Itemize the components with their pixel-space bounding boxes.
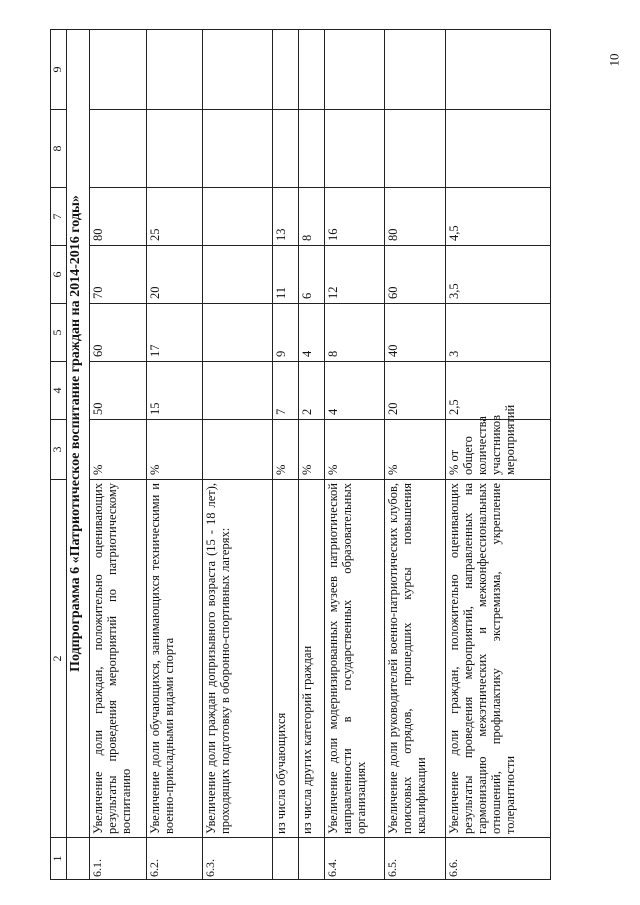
value-col7: 80 (385, 188, 446, 246)
value-col6: 3,5 (446, 246, 551, 304)
value-col4 (203, 362, 273, 420)
unit-cell: % (385, 420, 446, 480)
indicator-text: Увеличение доли граждан допризывного возраста (15 - 18 лет), проходящих подготовку в оборонно-спортивных лагерях: (203, 480, 273, 838)
value-col7: 4,5 (446, 188, 551, 246)
value-col6: 20 (147, 246, 203, 304)
value-col8 (299, 110, 325, 188)
row-number: 6.3. (203, 838, 273, 880)
col-header-1: 1 (51, 838, 67, 880)
col-header-5: 5 (51, 304, 67, 362)
indicator-text: из числа других категорий граждан (299, 480, 325, 838)
table-row (325, 30, 385, 880)
value-col8 (147, 110, 203, 188)
value-col9 (299, 30, 325, 110)
value-col9 (203, 30, 273, 110)
value-col6: 11 (273, 246, 299, 304)
value-col5: 9 (273, 304, 299, 362)
value-col9 (446, 30, 551, 110)
table-row (147, 30, 203, 880)
value-col7 (203, 188, 273, 246)
table-row (446, 30, 551, 880)
table-row (385, 30, 446, 880)
value-col8 (90, 110, 147, 188)
value-col5: 40 (385, 304, 446, 362)
table-row (90, 30, 147, 880)
value-col9 (385, 30, 446, 110)
value-col4: 50 (90, 362, 147, 420)
value-col8 (273, 110, 299, 188)
value-col9 (147, 30, 203, 110)
value-col6: 70 (90, 246, 147, 304)
indicator-text: Увеличение доли руководителей военно-патриотических клубов, поисковых отрядов, прошедших курсы повышения квалификации (385, 480, 446, 838)
row-number: 6.2. (147, 838, 203, 880)
unit-cell: % от общего количества участников мероприятий (446, 420, 551, 480)
value-col4: 15 (147, 362, 203, 420)
row-number: 6.4. (325, 838, 385, 880)
indicator-text: Увеличение доли обучающихся, занимающихся техническими и военно-прикладными видами спорта (147, 480, 203, 838)
subprogram-title-row (67, 30, 90, 880)
indicator-text: Увеличение доли модернизированных музеев патриотической направленности в государственных образовательных организациях (325, 480, 385, 838)
value-col8 (325, 110, 385, 188)
table-row (273, 30, 299, 880)
indicator-text: из числа обучающихся (273, 480, 299, 838)
unit-cell: % (299, 420, 325, 480)
value-col7: 16 (325, 188, 385, 246)
value-col6: 6 (299, 246, 325, 304)
col-header-7: 7 (51, 188, 67, 246)
row-number: 6.5. (385, 838, 446, 880)
value-col4: 7 (273, 362, 299, 420)
value-col5 (203, 304, 273, 362)
value-col7: 25 (147, 188, 203, 246)
value-col5: 8 (325, 304, 385, 362)
value-col4: 4 (325, 362, 385, 420)
value-col5: 17 (147, 304, 203, 362)
col-header-2: 2 (51, 480, 67, 838)
row-number: 6.6. (446, 838, 551, 880)
col-header-8: 8 (51, 110, 67, 188)
col-header-4: 4 (51, 362, 67, 420)
value-col4: 20 (385, 362, 446, 420)
subprogram-num-cell (67, 838, 90, 880)
table-row (299, 30, 325, 880)
col-header-9: 9 (51, 30, 67, 110)
col-header-6: 6 (51, 246, 67, 304)
unit-cell: % (325, 420, 385, 480)
unit-cell: % (147, 420, 203, 480)
col-header-3: 3 (51, 420, 67, 480)
table-row (203, 30, 273, 880)
value-col7: 80 (90, 188, 147, 246)
indicator-text: Увеличение доли граждан, положительно оценивающих результаты проведения мероприятий по патриотическому воспитанию (90, 480, 147, 838)
page-number: 10 (606, 53, 622, 67)
row-number (273, 838, 299, 880)
rotated-table-container (50, 30, 610, 880)
value-col9 (90, 30, 147, 110)
value-col6: 60 (385, 246, 446, 304)
indicators-table (50, 29, 551, 880)
value-col6 (203, 246, 273, 304)
value-col9 (325, 30, 385, 110)
value-col5: 4 (299, 304, 325, 362)
value-col6: 12 (325, 246, 385, 304)
value-col8 (385, 110, 446, 188)
value-col4: 2,5 (446, 362, 551, 420)
value-col7: 8 (299, 188, 325, 246)
value-col8 (203, 110, 273, 188)
unit-cell: % (273, 420, 299, 480)
unit-cell (203, 420, 273, 480)
row-number: 6.1. (90, 838, 147, 880)
column-number-header (51, 30, 67, 880)
value-col5: 60 (90, 304, 147, 362)
value-col9 (273, 30, 299, 110)
unit-cell: % (90, 420, 147, 480)
value-col5: 3 (446, 304, 551, 362)
row-number (299, 838, 325, 880)
value-col4: 2 (299, 362, 325, 420)
value-col7: 13 (273, 188, 299, 246)
subprogram-title: Подпрограмма 6 «Патриотическое воспитание граждан на 2014-2016 годы» (67, 30, 90, 838)
indicator-text: Увеличение доли граждан, положительно оценивающих результаты проведения мероприятий, направленных на гармонизацию межэтнических и межконфессиональных отношений, профилактику экстремизма, укрепление толерантности (446, 480, 551, 838)
value-col8 (446, 110, 551, 188)
